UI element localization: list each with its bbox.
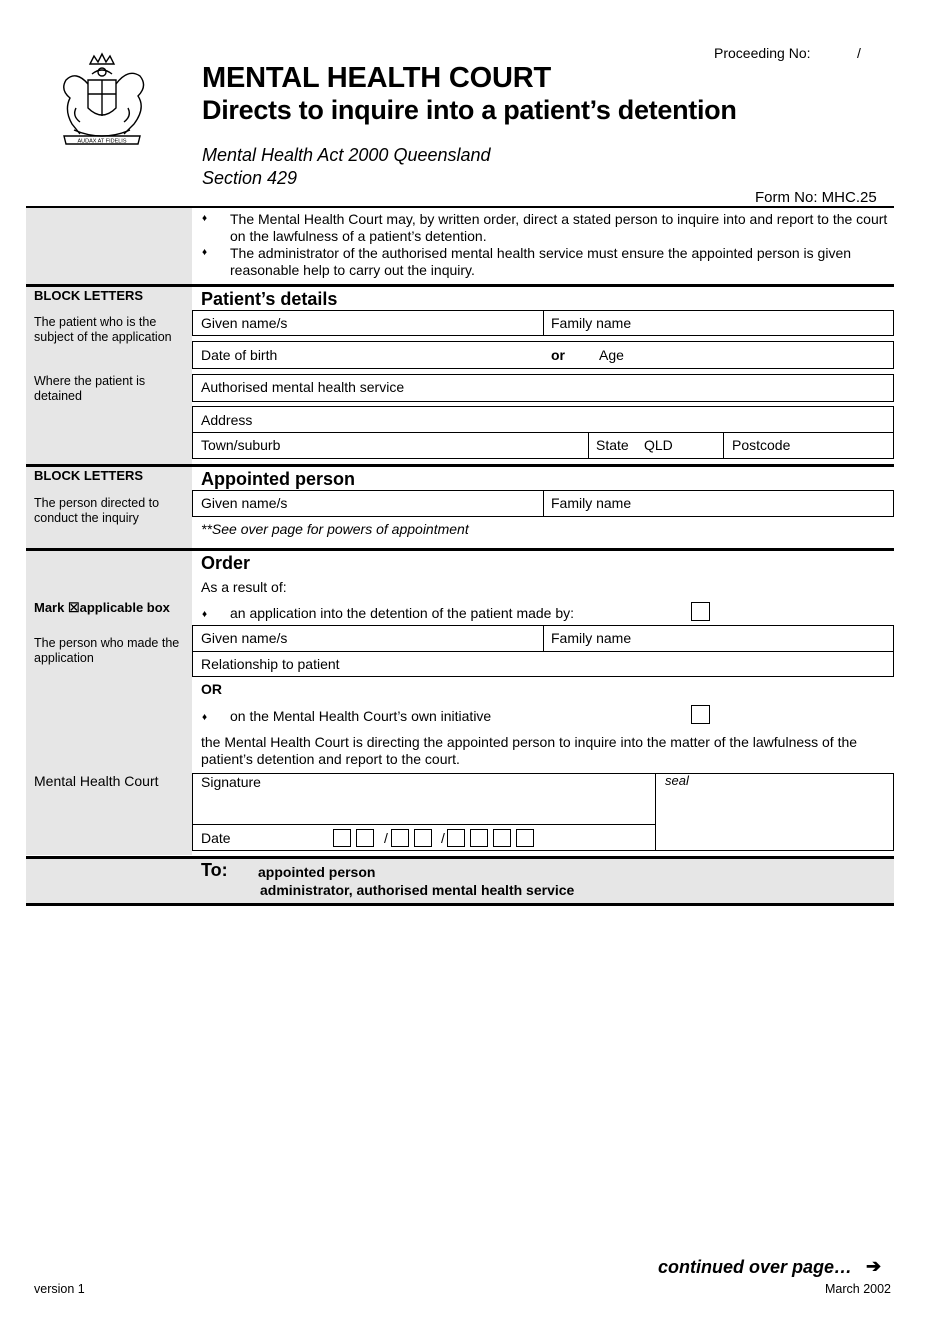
detention-side-note: Where the patient is detained xyxy=(34,374,146,403)
court-side-note: Mental Health Court xyxy=(34,773,159,789)
patient-dob-row xyxy=(192,341,894,369)
option-own-initiative-text: on the Mental Health Court’s own initiative xyxy=(230,708,492,724)
divider xyxy=(543,310,544,336)
queensland-crest-logo xyxy=(52,50,152,150)
svg-text:AUDAX AT FIDELIS: AUDAX AT FIDELIS xyxy=(77,138,127,145)
proceeding-no-separator: / xyxy=(857,45,861,61)
divider xyxy=(723,432,724,459)
town-field[interactable]: Town/suburb xyxy=(201,437,281,453)
date-year-digit-2[interactable] xyxy=(470,829,488,847)
divider xyxy=(588,432,589,459)
applicant-family-name-field[interactable]: Family name xyxy=(551,630,632,646)
appointment-powers-note: **See over page for powers of appointment xyxy=(201,521,469,537)
postcode-field[interactable]: Postcode xyxy=(732,437,791,453)
form-number: Form No: MHC.25 xyxy=(755,189,877,206)
authorised-service-field[interactable]: Authorised mental health service xyxy=(201,379,405,395)
appointed-side-note: The person directed to conduct the inquiry xyxy=(34,496,160,525)
state-label: State xyxy=(596,437,629,453)
intro-bullet-1: The Mental Health Court may, by written order, direct a stated person to inquire into and report to the court on the lawfulness of a patient’s detention. xyxy=(230,211,888,244)
form-title: Directs to inquire into a patient’s detention xyxy=(202,95,737,125)
divider xyxy=(543,490,544,517)
patient-details-heading: Patient’s details xyxy=(201,289,338,309)
date-month-digit-1[interactable] xyxy=(391,829,409,847)
option-application-text: an application into the detention of the patient made by: xyxy=(230,605,575,621)
appointed-family-name-field[interactable]: Family name xyxy=(551,495,632,511)
date-separator: / xyxy=(441,830,445,846)
bullet-icon: ♦ xyxy=(202,213,208,224)
or-label: or xyxy=(551,347,565,363)
date-day-digit-1[interactable] xyxy=(333,829,351,847)
intro-side-panel xyxy=(26,207,192,285)
address-field[interactable]: Address xyxy=(201,412,253,428)
patient-side-note: The patient who is the subject of the application xyxy=(34,315,172,344)
divider xyxy=(192,824,655,825)
application-checkbox[interactable] xyxy=(691,602,710,621)
or-separator: OR xyxy=(201,681,222,697)
applicant-given-name-field[interactable]: Given name/s xyxy=(201,630,288,646)
patient-block-letters-label: BLOCK LETTERS xyxy=(34,288,144,303)
date-separator: / xyxy=(384,830,388,846)
intro-top-rule xyxy=(26,206,894,208)
patient-family-name-field[interactable]: Family name xyxy=(551,315,632,331)
applicant-side-note: The person who made the application xyxy=(34,636,180,665)
appointed-block-letters-label: BLOCK LETTERS xyxy=(34,468,144,483)
directing-statement: the Mental Health Court is directing the appointed person to inquire into the matter of the lawfulness of the patient’s detention and report to the court. xyxy=(201,734,858,767)
to-recipient-1: appointed person xyxy=(258,864,376,880)
patient-age-field[interactable]: Age xyxy=(599,347,624,363)
to-recipient-2: administrator, authorised mental health service xyxy=(260,882,575,898)
order-heading: Order xyxy=(201,553,251,573)
mark-applicable-box-label: Mark ☒applicable box xyxy=(34,600,170,615)
to-section-bottom-rule xyxy=(26,903,894,906)
to-label: To: xyxy=(201,860,228,880)
continued-over-page: continued over page… xyxy=(658,1257,853,1277)
court-title: MENTAL HEALTH COURT xyxy=(202,62,552,94)
signature-box xyxy=(192,773,894,851)
version-label: version 1 xyxy=(34,1282,85,1296)
date-year-digit-4[interactable] xyxy=(516,829,534,847)
own-initiative-checkbox[interactable] xyxy=(691,705,710,724)
act-section: Section 429 xyxy=(202,168,298,188)
divider xyxy=(655,773,656,851)
date-month-digit-2[interactable] xyxy=(414,829,432,847)
patient-given-name-field[interactable]: Given name/s xyxy=(201,315,288,331)
proceeding-no-label: Proceeding No: xyxy=(714,45,811,61)
date-day-digit-2[interactable] xyxy=(356,829,374,847)
date-label: Date xyxy=(201,830,231,846)
seal-label: seal xyxy=(665,773,689,788)
signature-field[interactable]: Signature xyxy=(201,774,261,790)
as-result-text: As a result of: xyxy=(201,579,287,595)
divider xyxy=(543,625,544,652)
bullet-icon: ♦ xyxy=(202,247,208,258)
relationship-field[interactable]: Relationship to patient xyxy=(201,656,340,672)
appointed-given-name-field[interactable]: Given name/s xyxy=(201,495,288,511)
date-year-digit-1[interactable] xyxy=(447,829,465,847)
order-side-panel xyxy=(26,551,192,855)
form-date: March 2002 xyxy=(825,1282,892,1296)
appointed-person-heading: Appointed person xyxy=(201,469,355,489)
intro-bullet-2: The administrator of the authorised mental health service must ensure the appointed person is given reasonable help to carry out the inquiry. xyxy=(230,245,852,278)
state-value: QLD xyxy=(644,437,673,453)
divider xyxy=(192,432,894,433)
bullet-icon: ♦ xyxy=(202,712,208,723)
arrow-right-icon: ➔ xyxy=(866,1256,882,1276)
bullet-icon: ♦ xyxy=(202,609,208,620)
patient-dob-field[interactable]: Date of birth xyxy=(201,347,278,363)
act-name: Mental Health Act 2000 Queensland xyxy=(202,145,491,165)
date-year-digit-3[interactable] xyxy=(493,829,511,847)
